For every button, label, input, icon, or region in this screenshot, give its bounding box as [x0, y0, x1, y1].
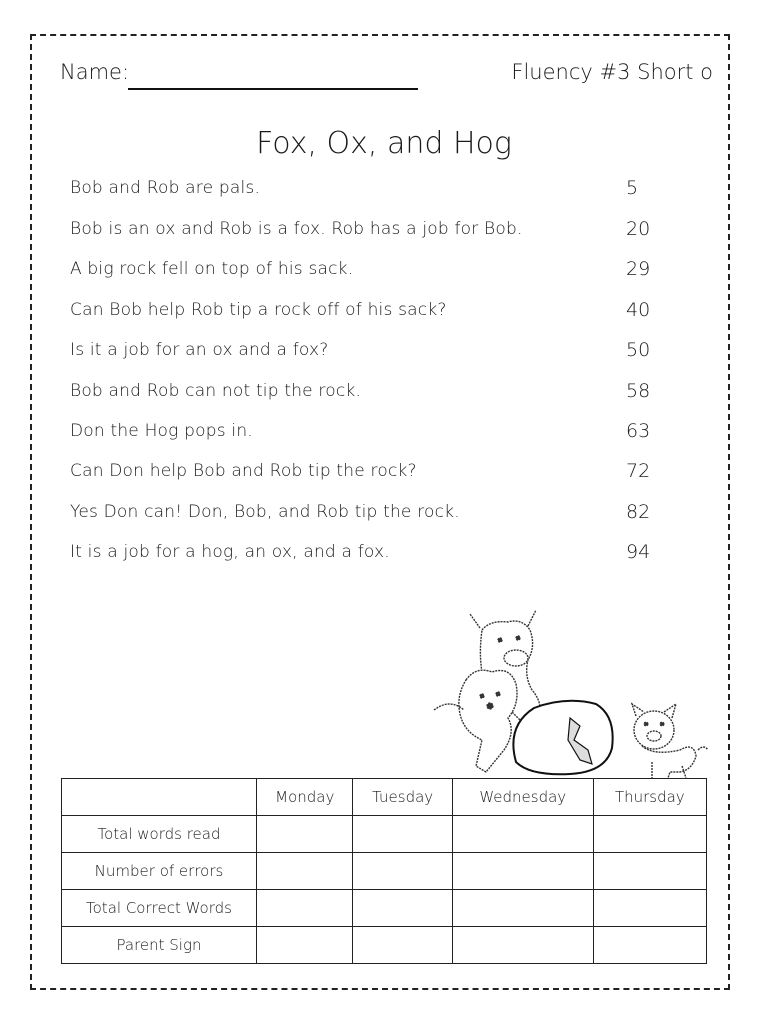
table-header-monday: Monday: [257, 779, 353, 816]
entry-cell[interactable]: [353, 816, 452, 853]
table-corner-cell: [62, 779, 257, 816]
passage-line: Can Don help Bob and Rob tip the rock?: [70, 461, 417, 481]
table-row: [62, 853, 707, 890]
row-label: Total Correct Words: [62, 890, 257, 927]
entry-cell[interactable]: [452, 816, 593, 853]
entry-cell[interactable]: [593, 816, 706, 853]
name-label: Name:: [60, 60, 130, 84]
row-label: Total words read: [62, 816, 257, 853]
entry-cell[interactable]: [593, 927, 706, 964]
entry-cell[interactable]: [452, 890, 593, 927]
entry-cell[interactable]: [353, 927, 452, 964]
fox-icon: [434, 670, 517, 772]
passage-line: A big rock fell on top of his sack.: [70, 259, 354, 279]
entry-cell[interactable]: [257, 816, 353, 853]
pig-icon: [632, 704, 708, 778]
word-count: 72: [626, 460, 651, 482]
passage-line: Is it a job for an ox and a fox?: [70, 340, 329, 360]
word-count: 94: [626, 541, 651, 563]
entry-cell[interactable]: [593, 890, 706, 927]
entry-cell[interactable]: [452, 927, 593, 964]
passage-line: Bob is an ox and Rob is a fox. Rob has a job for Bob.: [70, 219, 523, 239]
row-label: Parent Sign: [62, 927, 257, 964]
animal-illustration: [420, 600, 720, 780]
row-label: Number of errors: [62, 853, 257, 890]
table-row: [62, 890, 707, 927]
passage-line: Bob and Rob can not tip the rock.: [70, 381, 362, 401]
fluency-label: Fluency #3 Short o: [511, 60, 713, 84]
entry-cell[interactable]: [593, 853, 706, 890]
word-count: 40: [626, 299, 651, 321]
entry-cell[interactable]: [452, 853, 593, 890]
table-row: [62, 816, 707, 853]
table-header-wednesday: Wednesday: [452, 779, 593, 816]
passage-line: Don the Hog pops in.: [70, 421, 253, 441]
word-count: 5: [626, 177, 639, 199]
entry-cell[interactable]: [353, 890, 452, 927]
table-row: [62, 927, 707, 964]
passage-line: Bob and Rob are pals.: [70, 178, 261, 198]
word-count: 63: [626, 420, 651, 442]
passage-line: Can Bob help Rob tip a rock off of his sack?: [70, 300, 447, 320]
table-header-tuesday: Tuesday: [353, 779, 452, 816]
fluency-log-table: [61, 778, 707, 964]
entry-cell[interactable]: [257, 890, 353, 927]
passage-line: Yes Don can! Don, Bob, and Rob tip the rock.: [70, 502, 460, 522]
entry-cell[interactable]: [257, 927, 353, 964]
table-header-row: [62, 779, 707, 816]
word-count: 82: [626, 501, 651, 523]
rock-icon: [513, 701, 612, 774]
passage-line: It is a job for a hog, an ox, and a fox.: [70, 542, 390, 562]
word-count: 58: [626, 380, 651, 402]
table-header-thursday: Thursday: [593, 779, 706, 816]
page-title: Fox, Ox, and Hog: [256, 126, 512, 161]
name-field[interactable]: [128, 88, 418, 90]
word-count: 50: [626, 339, 651, 361]
word-count: 20: [626, 218, 651, 240]
entry-cell[interactable]: [257, 853, 353, 890]
entry-cell[interactable]: [353, 853, 452, 890]
word-count: 29: [626, 258, 651, 280]
